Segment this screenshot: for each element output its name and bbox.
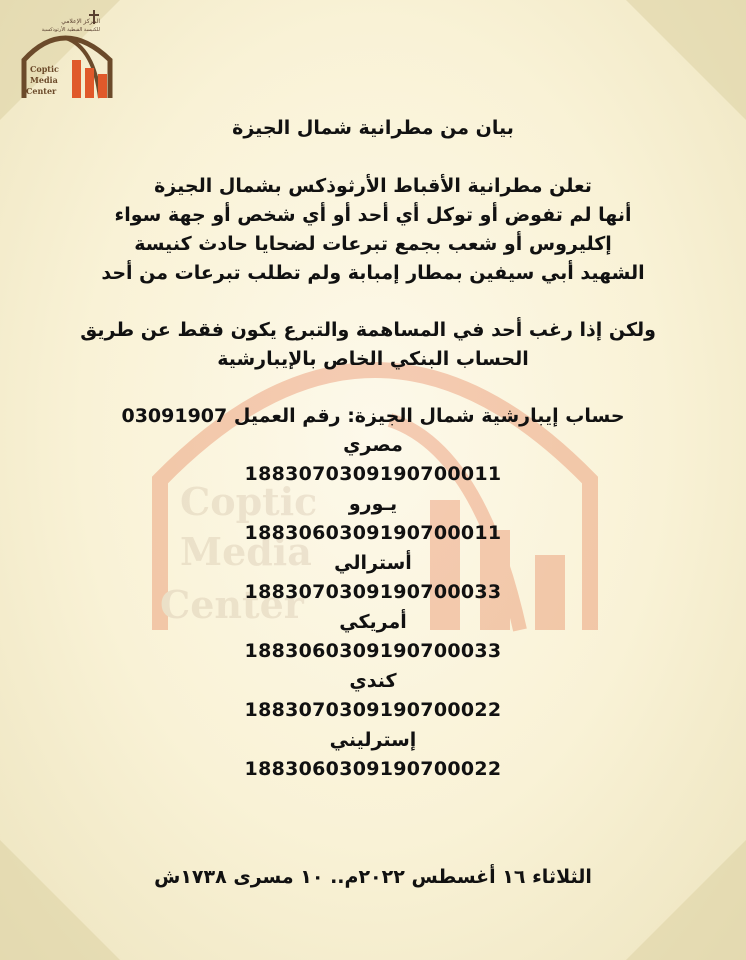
- logo-text-media: Media: [30, 75, 58, 85]
- corner-fold-bottom-left: [0, 840, 120, 960]
- paragraph1-line: الشهيد أبي سيفين بمطار إمبابة ولم تطلب تبرعات من أحد: [101, 262, 645, 284]
- statement-title: بيان من مطرانية شمال الجيزة: [232, 117, 514, 139]
- currency-label: كندي: [349, 670, 397, 692]
- account-item: [90, 549, 656, 607]
- corner-fold-bottom-right: [626, 840, 746, 960]
- account-item: [90, 608, 656, 666]
- paragraph2-line: ولكن إذا رغب أحد في المساهمة والتبرع يكون فقط عن طريق: [80, 319, 656, 341]
- currency-label: مصري: [343, 434, 403, 456]
- account-item: [90, 431, 656, 489]
- currency-label: أمريكي: [339, 611, 407, 633]
- statement-body: [80, 108, 656, 785]
- paragraph1-line: أنها لم تفوض أو توكل أي أحد أو أي شخص أو جهة سواء: [114, 204, 632, 226]
- watermark-text-media: Media: [180, 529, 312, 574]
- paragraph-announcement: [90, 172, 656, 288]
- watermark-text-coptic: Coptic: [180, 479, 318, 524]
- account-number: 1883070309190700011: [244, 463, 502, 485]
- account-item: [90, 726, 656, 784]
- logo-text-coptic: Coptic: [30, 64, 59, 74]
- logo-text-center: Center: [26, 86, 57, 96]
- account-item: [90, 490, 656, 548]
- paragraph-donation: [80, 316, 656, 374]
- coptic-media-center-logo: [14, 8, 116, 102]
- account-number: 1883060309190700011: [244, 522, 502, 544]
- account-item: [90, 667, 656, 725]
- currency-label: إسترليني: [329, 729, 417, 751]
- logo-arabic-line-1: المركز الإعلامي: [61, 18, 100, 25]
- account-number: 1883060309190700022: [244, 758, 502, 780]
- paragraph2-line: الحساب البنكي الخاص بالإيبارشية: [217, 348, 529, 370]
- logo-arabic-line-2: للكنيسة القبطية الأرثوذكسية: [41, 27, 100, 33]
- account-number: 1883070309190700022: [244, 699, 502, 721]
- currency-label: أسترالي: [334, 552, 412, 574]
- account-list: [90, 431, 656, 784]
- account-heading: حساب إيبارشية شمال الجيزة: رقم العميل 03091907: [121, 405, 625, 427]
- watermark-text-center: Center: [160, 582, 304, 627]
- footer-date: الثلاثاء ١٦ أغسطس ٢٠٢٢م.. ١٠ مسرى ١٧٣٨ش: [154, 866, 592, 888]
- corner-fold-top-right: [626, 0, 746, 120]
- currency-label: يـورو: [348, 493, 398, 515]
- account-number: 1883070309190700033: [244, 581, 502, 603]
- paragraph1-line: تعلن مطرانية الأقباط الأرثوذكس بشمال الجيزة: [154, 175, 592, 197]
- account-number: 1883060309190700033: [244, 640, 502, 662]
- paragraph1-line: إكليروس أو شعب بجمع تبرعات لضحايا حادث كنيسة: [134, 233, 612, 255]
